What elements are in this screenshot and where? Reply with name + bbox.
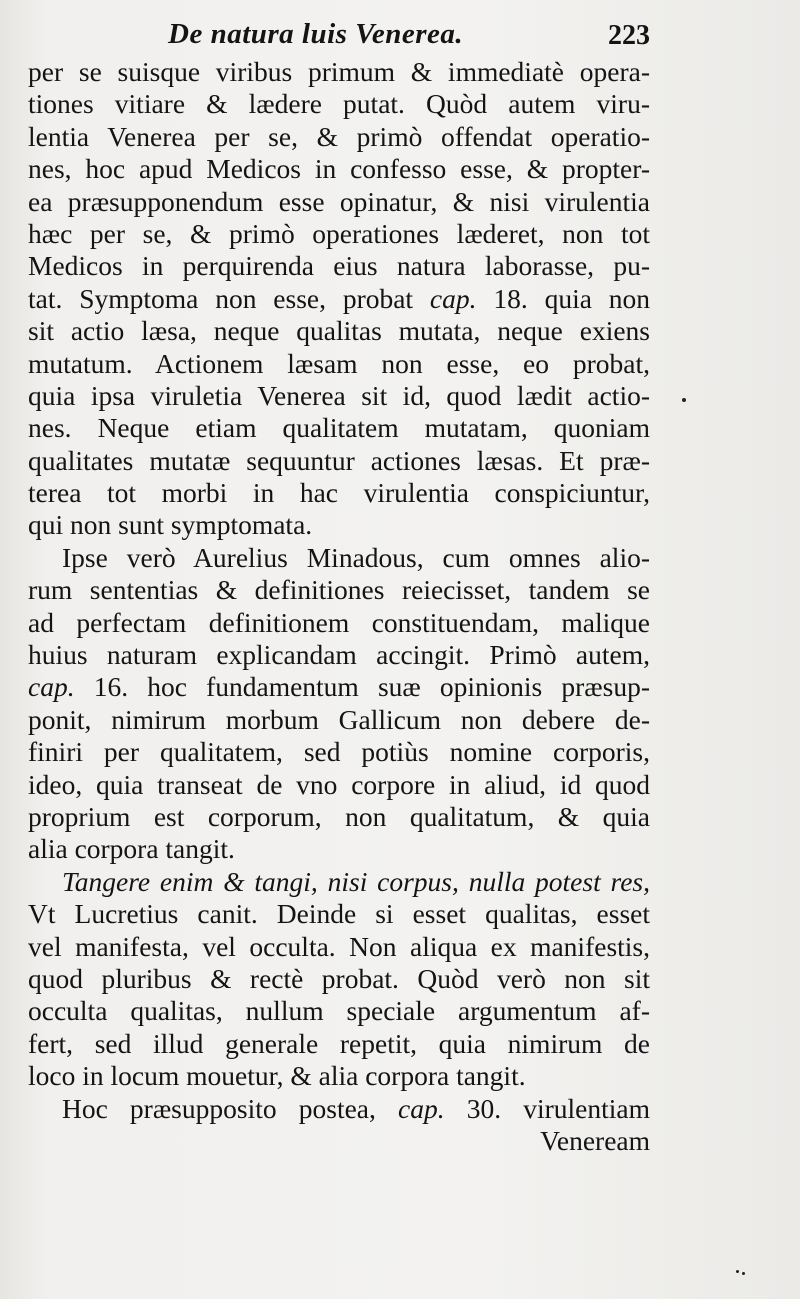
text-line: qui non sunt symptomata.: [28, 509, 313, 541]
page-header: [160, 18, 650, 54]
text-line: occulta qualitas, nullum speciale argumentum af-: [28, 995, 650, 1027]
text-line: nes, hoc apud Medicos in confesso esse, & propter-: [28, 153, 650, 185]
text-line: mutatum. Actionem læsam non esse, eo probat,: [28, 347, 650, 379]
text-line: quia ipsa viruletia Venerea sit id, quod lædit actio-: [28, 379, 650, 411]
body-text: [28, 56, 650, 1157]
text-line: Medicos in perquirenda eius natura laborasse, pu-: [28, 250, 650, 282]
text-line: rum sententias & definitiones reiecisset, tandem se: [28, 574, 650, 606]
text-segment: 30. virulentiam: [466, 1092, 650, 1124]
ink-speck: [742, 1272, 745, 1275]
text-line: [28, 283, 650, 315]
text-line: sit actio læsa, neque qualitas mutata, neque exiens: [28, 315, 650, 347]
text-line: vel manifesta, vel occulta. Non aliqua ex manifestis,: [28, 930, 650, 962]
text-line: ad perfectam definitionem constituendam, malique: [28, 606, 650, 638]
text-line: quod pluribus & rectè probat. Quòd verò non sit: [28, 962, 650, 994]
text-line: lentia Venerea per se, & primò offendat operatio-: [28, 120, 650, 152]
text-line: qualitates mutatæ sequuntur actiones læsas. Et præ-: [28, 444, 650, 476]
text-line: terea tot morbi in hac virulentia conspiciuntur,: [28, 477, 650, 509]
text-segment: 18. quia non: [493, 282, 650, 314]
chapter-ref: cap.: [398, 1092, 445, 1124]
text-segment: Hoc præsupposito postea,: [62, 1092, 376, 1124]
running-title: De natura luis Venerea.: [168, 18, 464, 50]
ink-speck: [682, 398, 686, 402]
text-line: finiri per qualitatem, sed potiùs nomine corporis,: [28, 736, 650, 768]
text-line: nes. Neque etiam qualitatem mutatam, quoniam: [28, 412, 650, 444]
text-line: fert, sed illud generale repetit, quia nimirum de: [28, 1027, 650, 1059]
catchword: Veneream: [540, 1124, 650, 1156]
text-line: ea præsupponendum esse opinatur, & nisi virulentia: [28, 185, 650, 217]
quotation-line: Tangere enim & tangi, nisi corpus, nulla potest res,: [62, 865, 650, 897]
text-line: Vt Lucretius canit. Deinde si esset qualitas, esset: [28, 898, 650, 930]
text-line: [28, 671, 650, 703]
text-segment: tat. Symptoma non esse, probat: [28, 282, 414, 314]
page-number: 223: [608, 20, 650, 51]
text-line: proprium est corporum, non qualitatum, & quia: [28, 800, 650, 832]
paragraph-start: [28, 1093, 650, 1125]
paragraph-start: Ipse verò Aurelius Minadous, cum omnes alio-: [62, 541, 650, 573]
text-line: per se suisque viribus primum & immediatè opera-: [28, 56, 650, 87]
text-line: loco in locum mouetur, & alia corpora tangit.: [28, 1060, 526, 1092]
text-segment: 16. hoc fundamentum suæ opinionis præsup-: [93, 671, 650, 703]
text-line: tiones vitiare & lædere putat. Quòd autem viru-: [28, 88, 650, 120]
text-line: ideo, quia transeat de vno corpore in aliud, id quod: [28, 768, 650, 800]
chapter-ref: cap.: [429, 282, 477, 314]
text-line: huius naturam explicandam accingit. Primò autem,: [28, 639, 650, 671]
text-line: alia corpora tangit.: [28, 833, 235, 865]
ink-speck: [736, 1270, 739, 1273]
chapter-ref: cap.: [28, 671, 75, 703]
text-line: ponit, nimirum morbum Gallicum non debere de-: [28, 703, 650, 735]
text-line: hæc per se, & primò operationes læderet, non tot: [28, 217, 650, 249]
